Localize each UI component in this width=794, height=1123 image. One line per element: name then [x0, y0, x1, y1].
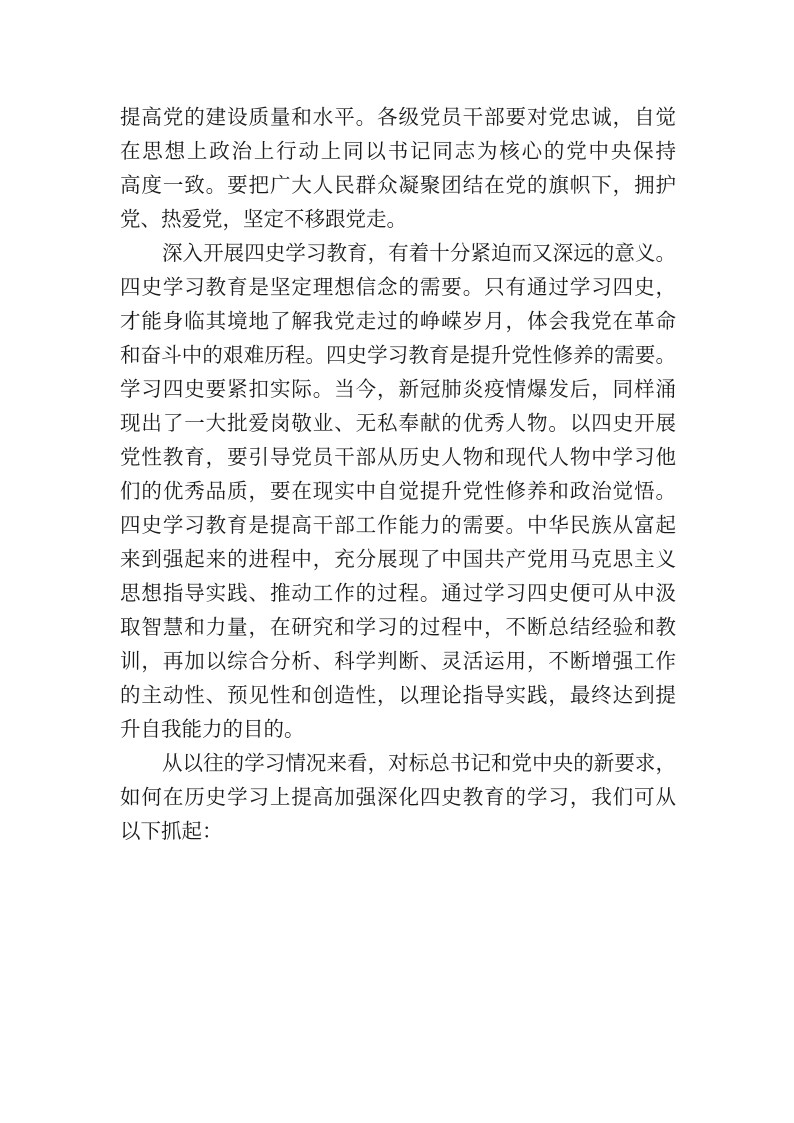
p1-line-1: 提高党的建设质量和水平。各级党员干部要对党忠诚，自觉 — [120, 105, 676, 129]
p2-line-14: 的主动性、预见性和创造性，以理论指导实践，最终达到提 — [120, 683, 676, 707]
p2-line-11: 思想指导实践、推动工作的过程。通过学习四史便可从中汲 — [120, 581, 676, 605]
p2-line-15: 升自我能力的目的。 — [120, 717, 305, 741]
p2-line-8: 们的优秀品质，要在现实中自觉提升党性修养和政治觉悟。 — [120, 479, 676, 503]
p1-line-4: 党、热爱党，坚定不移跟党走。 — [120, 207, 407, 231]
p2-line-1: 深入开展四史学习教育，有着十分紧迫而又深远的意义。 — [162, 241, 676, 265]
p2-line-2: 四史学习教育是坚定理想信念的需要。只有通过学习四史， — [120, 275, 676, 299]
p3-line-2: 如何在历史学习上提高加强深化四史教育的学习，我们可从 — [120, 785, 676, 809]
p2-line-6: 现出了一大批爱岗敬业、无私奉献的优秀人物。以四史开展 — [120, 411, 676, 435]
p2-line-10: 来到强起来的进程中，充分展现了中国共产党用马克思主义 — [120, 547, 676, 571]
p2-line-7: 党性教育，要引导党员干部从历史人物和现代人物中学习他 — [120, 445, 676, 469]
p2-line-12: 取智慧和力量，在研究和学习的过程中，不断总结经验和教 — [120, 615, 676, 639]
p2-line-9: 四史学习教育是提高干部工作能力的需要。中华民族从富起 — [120, 513, 676, 537]
p2-line-4: 和奋斗中的艰难历程。四史学习教育是提升党性修养的需要。 — [120, 343, 676, 367]
p3-line-3: 以下抓起： — [120, 819, 223, 843]
p1-line-3: 高度一致。要把广大人民群众凝聚团结在党的旗帜下，拥护 — [120, 173, 676, 197]
p2-line-13: 训，再加以综合分析、科学判断、灵活运用，不断增强工作 — [120, 649, 676, 673]
p3-line-1: 从以往的学习情况来看，对标总书记和党中央的新要求， — [162, 751, 676, 775]
p2-line-5: 学习四史要紧扣实际。当今，新冠肺炎疫情爆发后，同样涌 — [120, 377, 676, 401]
p2-line-3: 才能身临其境地了解我党走过的峥嵘岁月，体会我党在革命 — [120, 309, 676, 333]
p1-line-2: 在思想上政治上行动上同以书记同志为核心的党中央保持 — [120, 139, 676, 163]
